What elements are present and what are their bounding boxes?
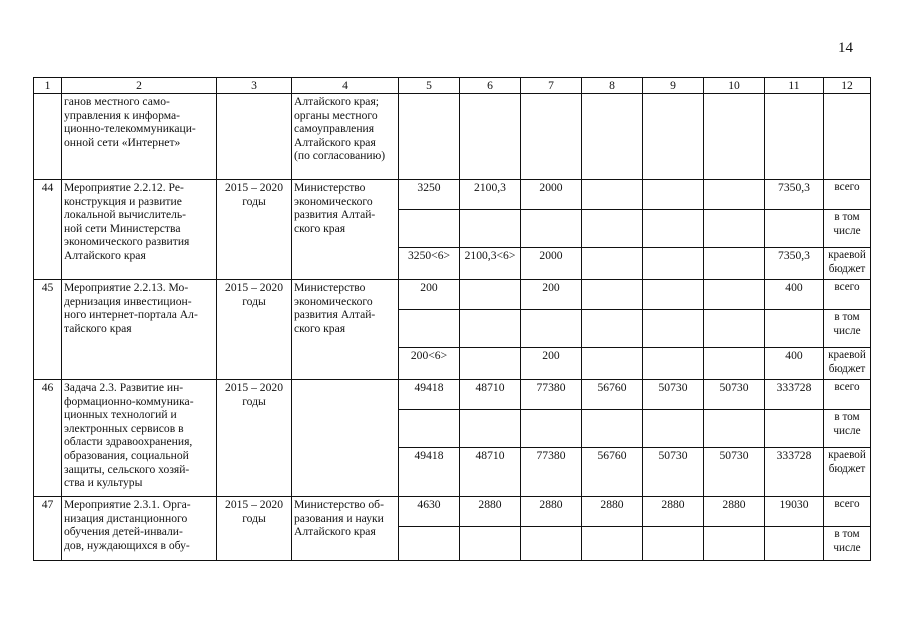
- activity-text-cell: [62, 497, 217, 561]
- header-row: [34, 78, 871, 94]
- text-line: ского края: [294, 221, 346, 235]
- period-cell: [217, 180, 292, 280]
- value-cell: [460, 348, 521, 380]
- text-line: экономического: [294, 194, 373, 208]
- column-header: 9: [643, 78, 704, 94]
- value-cell: [460, 410, 521, 448]
- program-table: [33, 77, 871, 561]
- text-line: конструкция и развитие: [64, 194, 182, 208]
- executor-cell: [292, 380, 399, 497]
- value-cell: 3250<6>: [399, 248, 460, 280]
- value-cell: 48710: [460, 448, 521, 497]
- value-cell: 50730: [704, 448, 765, 497]
- row-number-cell: 47: [34, 497, 62, 561]
- text-line: Алтайского края: [64, 248, 146, 262]
- value-cell: [521, 310, 582, 348]
- column-header: 8: [582, 78, 643, 94]
- source-label-cell: [824, 280, 871, 310]
- value-cell: [460, 527, 521, 561]
- value-cell: 48710: [460, 380, 521, 410]
- value-cell: [521, 410, 582, 448]
- text-line: экономического: [294, 294, 373, 308]
- value-cell: 333728: [765, 380, 824, 410]
- column-header: 11: [765, 78, 824, 94]
- source-label-cell: [824, 410, 871, 448]
- value-cell: 200: [399, 280, 460, 310]
- value-cell: [643, 310, 704, 348]
- text-line: числе: [833, 224, 861, 237]
- value-cell: [704, 310, 765, 348]
- text-line: краевой: [828, 249, 866, 261]
- column-header: 3: [217, 78, 292, 94]
- text-line: Задача 2.3. Развитие ин-: [64, 381, 184, 394]
- value-cell: [582, 348, 643, 380]
- text-line: 2015 – 2020: [225, 281, 283, 294]
- value-cell: 333728: [765, 448, 824, 497]
- activity-text-cell: [62, 380, 217, 497]
- text-line: ского края: [294, 321, 346, 335]
- text-line: обучения детей-инвали-: [64, 525, 183, 539]
- source-label-cell: [824, 310, 871, 348]
- source-label-cell: [824, 380, 871, 410]
- text-line: бюджет: [828, 462, 866, 475]
- text-line: ционно-телекоммуникаци-: [64, 122, 196, 136]
- value-cell: 2000: [521, 248, 582, 280]
- text-line: числе: [833, 324, 861, 337]
- text-line: области здравоохранения,: [64, 435, 193, 449]
- column-header: 5: [399, 78, 460, 94]
- text-line: Мероприятие 2.2.12. Ре-: [64, 181, 184, 194]
- text-line: всего: [834, 381, 860, 393]
- text-line: в том: [834, 311, 860, 323]
- value-cell: [643, 410, 704, 448]
- text-line: ного интернет-портала Ал-: [64, 308, 198, 322]
- text-line: бюджет: [828, 362, 866, 375]
- text-line: годы: [242, 294, 266, 308]
- value-cell: 200: [521, 348, 582, 380]
- text-line: развития Алтай-: [294, 208, 376, 222]
- value-cell: [704, 527, 765, 561]
- column-header: 12: [824, 78, 871, 94]
- value-cell: 400: [765, 280, 824, 310]
- value-cell: 3250: [399, 180, 460, 210]
- value-cell: 7350,3: [765, 180, 824, 210]
- period-cell: [217, 94, 292, 180]
- executor-cell: [292, 94, 399, 180]
- source-label-cell: [824, 348, 871, 380]
- value-cell: [643, 180, 704, 210]
- value-cell: [704, 348, 765, 380]
- text-line: ганов местного само-: [64, 95, 170, 108]
- text-line: образования, социальной: [64, 448, 189, 462]
- text-line: краевой: [828, 449, 866, 461]
- source-label-cell: [824, 210, 871, 248]
- text-line: дернизация инвестицион-: [64, 294, 192, 308]
- value-cell: [521, 527, 582, 561]
- table-body: [34, 78, 871, 561]
- table-row: [34, 180, 871, 210]
- value-cell: [643, 348, 704, 380]
- text-line: 2015 – 2020: [225, 381, 283, 394]
- text-line: годы: [242, 511, 266, 525]
- value-cell: [460, 310, 521, 348]
- row-number-cell: 46: [34, 380, 62, 497]
- row-number-cell: 45: [34, 280, 62, 380]
- text-line: Министерство: [294, 181, 366, 194]
- value-cell: 200: [521, 280, 582, 310]
- source-label-cell: [824, 94, 871, 180]
- value-cell: 49418: [399, 380, 460, 410]
- text-line: электронных сервисов в: [64, 421, 184, 435]
- value-cell: 49418: [399, 448, 460, 497]
- source-label-cell: [824, 448, 871, 497]
- value-cell: 2880: [643, 497, 704, 527]
- text-line: Алтайского края: [294, 135, 376, 149]
- column-header: 10: [704, 78, 765, 94]
- text-line: всего: [834, 498, 860, 510]
- value-cell: [704, 210, 765, 248]
- text-line: числе: [833, 424, 861, 437]
- text-line: 2015 – 2020: [225, 181, 283, 194]
- value-cell: [765, 410, 824, 448]
- text-line: бюджет: [828, 262, 866, 275]
- value-cell: [704, 180, 765, 210]
- value-cell: [643, 280, 704, 310]
- text-line: Министерство: [294, 281, 366, 294]
- value-cell: [765, 310, 824, 348]
- text-line: тайского края: [64, 321, 132, 335]
- value-cell: [643, 527, 704, 561]
- row-number-cell: 44: [34, 180, 62, 280]
- text-line: Алтайского края: [294, 525, 376, 539]
- executor-cell: [292, 280, 399, 380]
- value-cell: [582, 280, 643, 310]
- value-cell: [460, 94, 521, 180]
- table-row: [34, 280, 871, 310]
- value-cell: 19030: [765, 497, 824, 527]
- activity-text-cell: [62, 94, 217, 180]
- executor-cell: [292, 180, 399, 280]
- value-cell: 7350,3: [765, 248, 824, 280]
- value-cell: [582, 180, 643, 210]
- text-line: (по согласованию): [294, 149, 386, 163]
- value-cell: [765, 210, 824, 248]
- value-cell: [704, 248, 765, 280]
- text-line: 2015 – 2020: [225, 498, 283, 511]
- value-cell: [399, 527, 460, 561]
- text-line: числе: [833, 541, 861, 554]
- text-line: развития Алтай-: [294, 308, 376, 322]
- column-header: 6: [460, 78, 521, 94]
- text-line: низация дистанционного: [64, 511, 188, 525]
- text-line: самоуправления: [294, 122, 375, 136]
- value-cell: [765, 94, 824, 180]
- value-cell: [704, 94, 765, 180]
- value-cell: 2880: [704, 497, 765, 527]
- value-cell: [399, 410, 460, 448]
- value-cell: [643, 94, 704, 180]
- source-label-cell: [824, 497, 871, 527]
- source-label-cell: [824, 248, 871, 280]
- table-row: [34, 380, 871, 410]
- value-cell: 200<6>: [399, 348, 460, 380]
- value-cell: 4630: [399, 497, 460, 527]
- value-cell: [399, 210, 460, 248]
- text-line: органы местного: [294, 108, 378, 122]
- value-cell: [643, 248, 704, 280]
- text-line: управления к информа-: [64, 108, 180, 122]
- value-cell: 2100,3<6>: [460, 248, 521, 280]
- value-cell: [582, 310, 643, 348]
- text-line: всего: [834, 281, 860, 293]
- value-cell: [582, 248, 643, 280]
- text-line: годы: [242, 194, 266, 208]
- column-header: 1: [34, 78, 62, 94]
- text-line: Мероприятие 2.2.13. Мо-: [64, 281, 189, 294]
- value-cell: [704, 280, 765, 310]
- value-cell: 2880: [521, 497, 582, 527]
- text-line: в том: [834, 411, 860, 423]
- text-line: разования и науки: [294, 511, 384, 525]
- period-cell: [217, 380, 292, 497]
- row-number-cell: [34, 94, 62, 180]
- value-cell: [582, 410, 643, 448]
- executor-cell: [292, 497, 399, 561]
- text-line: всего: [834, 181, 860, 193]
- value-cell: [765, 527, 824, 561]
- value-cell: 77380: [521, 448, 582, 497]
- value-cell: 400: [765, 348, 824, 380]
- value-cell: 50730: [643, 380, 704, 410]
- value-cell: [704, 410, 765, 448]
- table-row: [34, 497, 871, 527]
- text-line: в том: [834, 528, 860, 540]
- page-number: 14: [838, 40, 853, 56]
- value-cell: [582, 94, 643, 180]
- value-cell: 50730: [704, 380, 765, 410]
- source-label-cell: [824, 180, 871, 210]
- text-line: онной сети «Интернет»: [64, 135, 181, 149]
- activity-text-cell: [62, 180, 217, 280]
- value-cell: [460, 210, 521, 248]
- value-cell: [582, 527, 643, 561]
- text-line: ной сети Министерства: [64, 221, 181, 235]
- value-cell: 77380: [521, 380, 582, 410]
- value-cell: [521, 94, 582, 180]
- value-cell: [643, 210, 704, 248]
- text-line: ства и культуры: [64, 476, 143, 490]
- value-cell: 56760: [582, 448, 643, 497]
- column-header: 7: [521, 78, 582, 94]
- source-label-cell: [824, 527, 871, 561]
- value-cell: 2000: [521, 180, 582, 210]
- text-line: локальной вычислитель-: [64, 208, 187, 222]
- value-cell: [521, 210, 582, 248]
- period-cell: [217, 497, 292, 561]
- text-line: в том: [834, 211, 860, 223]
- value-cell: 2880: [460, 497, 521, 527]
- text-line: ционных технологий и: [64, 408, 177, 422]
- value-cell: [582, 210, 643, 248]
- text-line: формационно-коммуника-: [64, 394, 194, 408]
- value-cell: 2100,3: [460, 180, 521, 210]
- period-cell: [217, 280, 292, 380]
- value-cell: 2880: [582, 497, 643, 527]
- value-cell: [460, 280, 521, 310]
- text-line: годы: [242, 394, 266, 408]
- text-line: Алтайского края;: [294, 95, 379, 108]
- continuation-row: [34, 94, 871, 180]
- text-line: защиты, сельского хозяй-: [64, 462, 190, 476]
- column-header: 4: [292, 78, 399, 94]
- text-line: дов, нуждающихся в обу-: [64, 538, 190, 552]
- text-line: Мероприятие 2.3.1. Орга-: [64, 498, 191, 511]
- text-line: Министерство об-: [294, 498, 384, 511]
- value-cell: 50730: [643, 448, 704, 497]
- value-cell: [399, 310, 460, 348]
- activity-text-cell: [62, 280, 217, 380]
- text-line: краевой: [828, 349, 866, 361]
- column-header: 2: [62, 78, 217, 94]
- text-line: экономического развития: [64, 235, 190, 249]
- value-cell: 56760: [582, 380, 643, 410]
- value-cell: [399, 94, 460, 180]
